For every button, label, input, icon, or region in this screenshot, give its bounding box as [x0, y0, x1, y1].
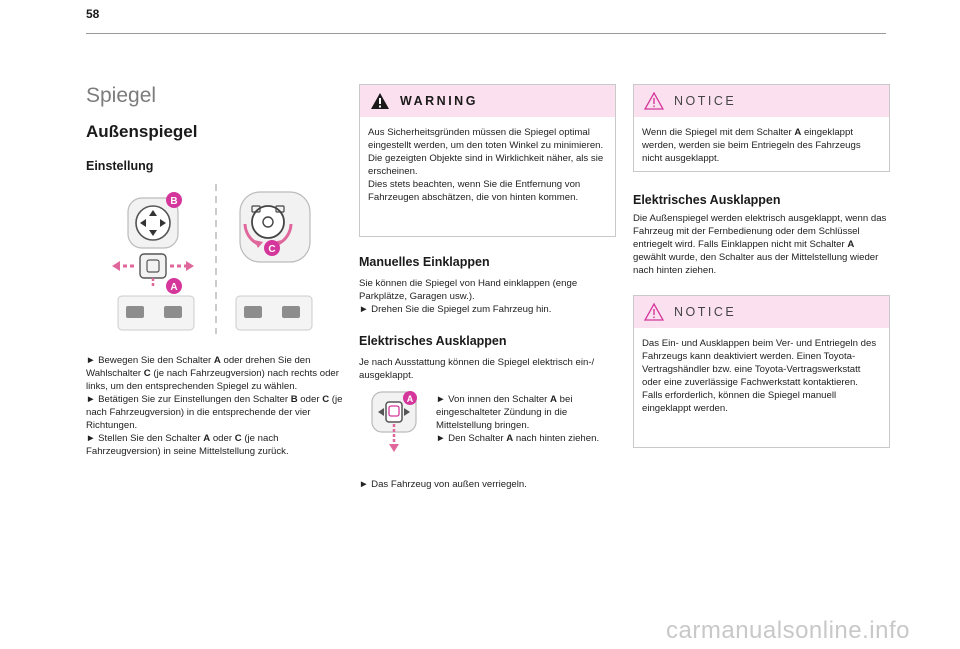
watermark: carmanualsonline.info	[666, 617, 910, 644]
notice-1-title: NOTICE	[674, 94, 737, 108]
manual-text	[359, 277, 616, 316]
manual-step: ► Drehen Sie die Spiegel zum Fahrzeug hin.	[359, 304, 552, 315]
heading-elektrisches-ausklappen-2: Elektrisches Ausklappen	[633, 193, 781, 207]
notice-2-title: NOTICE	[674, 305, 737, 319]
notice-box-1	[633, 84, 890, 172]
fold-switch-illustration	[368, 390, 424, 456]
warning-box	[359, 84, 616, 237]
top-divider	[86, 33, 886, 34]
instruction-3: ► Stellen Sie den Schalter A oder C (je nach Fahrzeugversion) in seine Mittelstellung zurück.	[86, 433, 289, 457]
notice-1-header	[634, 85, 889, 117]
callout-a-fold: A	[406, 394, 414, 404]
notice-triangle-icon	[644, 303, 664, 321]
door-panel-right	[236, 296, 312, 330]
fold-step-3: ► Das Fahrzeug von außen verriegeln.	[359, 479, 527, 490]
warning-line-1: Aus Sicherheitsgründen müssen die Spiegel optimal eingestellt werden, um den toten Winkel zu minimieren.	[368, 127, 604, 151]
notice-2-line-2: Falls erforderlich, können die Spiegel manuell eingeklappt werden.	[642, 390, 837, 414]
manual-description: Sie können die Spiegel von Hand einklappen (enge Parkplätze, Garagen usw.).	[359, 278, 578, 302]
instruction-1: ► Bewegen Sie den Schalter A oder drehen Sie den Wahlschalter C (je nach Fahrzeugversion) nach rechts oder links, um den entsprechenden Spiegel zu wählen.	[86, 355, 339, 392]
warning-header	[360, 85, 615, 117]
fold-step-1: ► Von innen den Schalter A bei eingeschalteter Zündung in die Mittelstellung bringen.	[436, 394, 573, 431]
heading-manuelles-einklappen: Manuelles Einklappen	[359, 255, 490, 269]
callout-b: B	[170, 196, 178, 207]
heading-aussenspiegel: Außenspiegel	[86, 122, 198, 141]
warning-body	[360, 117, 615, 212]
notice-box-2	[633, 295, 890, 448]
callout-a: A	[170, 282, 178, 293]
notice-2-body	[634, 328, 889, 423]
heading-elektrisches-ausklappen: Elektrisches Ausklappen	[359, 334, 507, 348]
door-panel-left	[118, 296, 194, 330]
mirror-switch-illustration	[108, 184, 340, 334]
electric-text: Je nach Ausstattung können die Spiegel elektrisch ein-/ ausgeklappt.	[359, 357, 595, 381]
fold-steps	[436, 393, 606, 445]
ausklappen-text: Die Außenspiegel werden elektrisch ausgeklappt, wenn das Fahrzeug mit der Fernbedienung oder dem Schlüssel entriegelt wird. Falls Einklappen nicht mit Schalter A gewählt wurde, den Schalter aus der Mittelstellung wieder nach hinten ziehen.	[633, 213, 887, 276]
einstellung-instructions	[86, 354, 348, 458]
warning-line-3: Dies stets beachten, wenn Sie die Entfernung von Fahrzeugen abschätzen, die von hinten kommen.	[368, 179, 581, 203]
notice-triangle-icon	[644, 92, 664, 110]
fold-step-2: ► Den Schalter A nach hinten ziehen.	[436, 433, 600, 444]
callout-c: C	[268, 244, 276, 255]
page-number: 58	[86, 7, 100, 21]
warning-line-2: Die gezeigten Objekte sind in Wirklichkeit näher, als sie erscheinen.	[368, 153, 604, 177]
notice-1-body: Wenn die Spiegel mit dem Schalter A eingeklappt werden, werden sie beim Entriegeln des Fahrzeugs nicht ausgeklappt.	[642, 127, 861, 164]
section-title: Spiegel	[86, 84, 157, 107]
subheading-einstellung: Einstellung	[86, 159, 154, 173]
selector-switch-a	[112, 254, 194, 294]
notice-2-header	[634, 296, 889, 328]
notice-2-line-1: Das Ein- und Ausklappen beim Ver- und Entriegeln des Fahrzeugs kann deaktiviert werden. Einen Toyota-Vertragshändler bzw. eine Toyota-Vertragswerkstatt oder eine zuverlässige Fachwerkstatt kontaktieren.	[642, 338, 877, 388]
warning-triangle-icon	[370, 92, 390, 110]
instruction-2: ► Betätigen Sie zur Einstellungen den Schalter B oder C (je nach Fahrzeugversion) in die entsprechende der vier Richtungen.	[86, 394, 343, 431]
warning-title: WARNING	[400, 94, 478, 108]
